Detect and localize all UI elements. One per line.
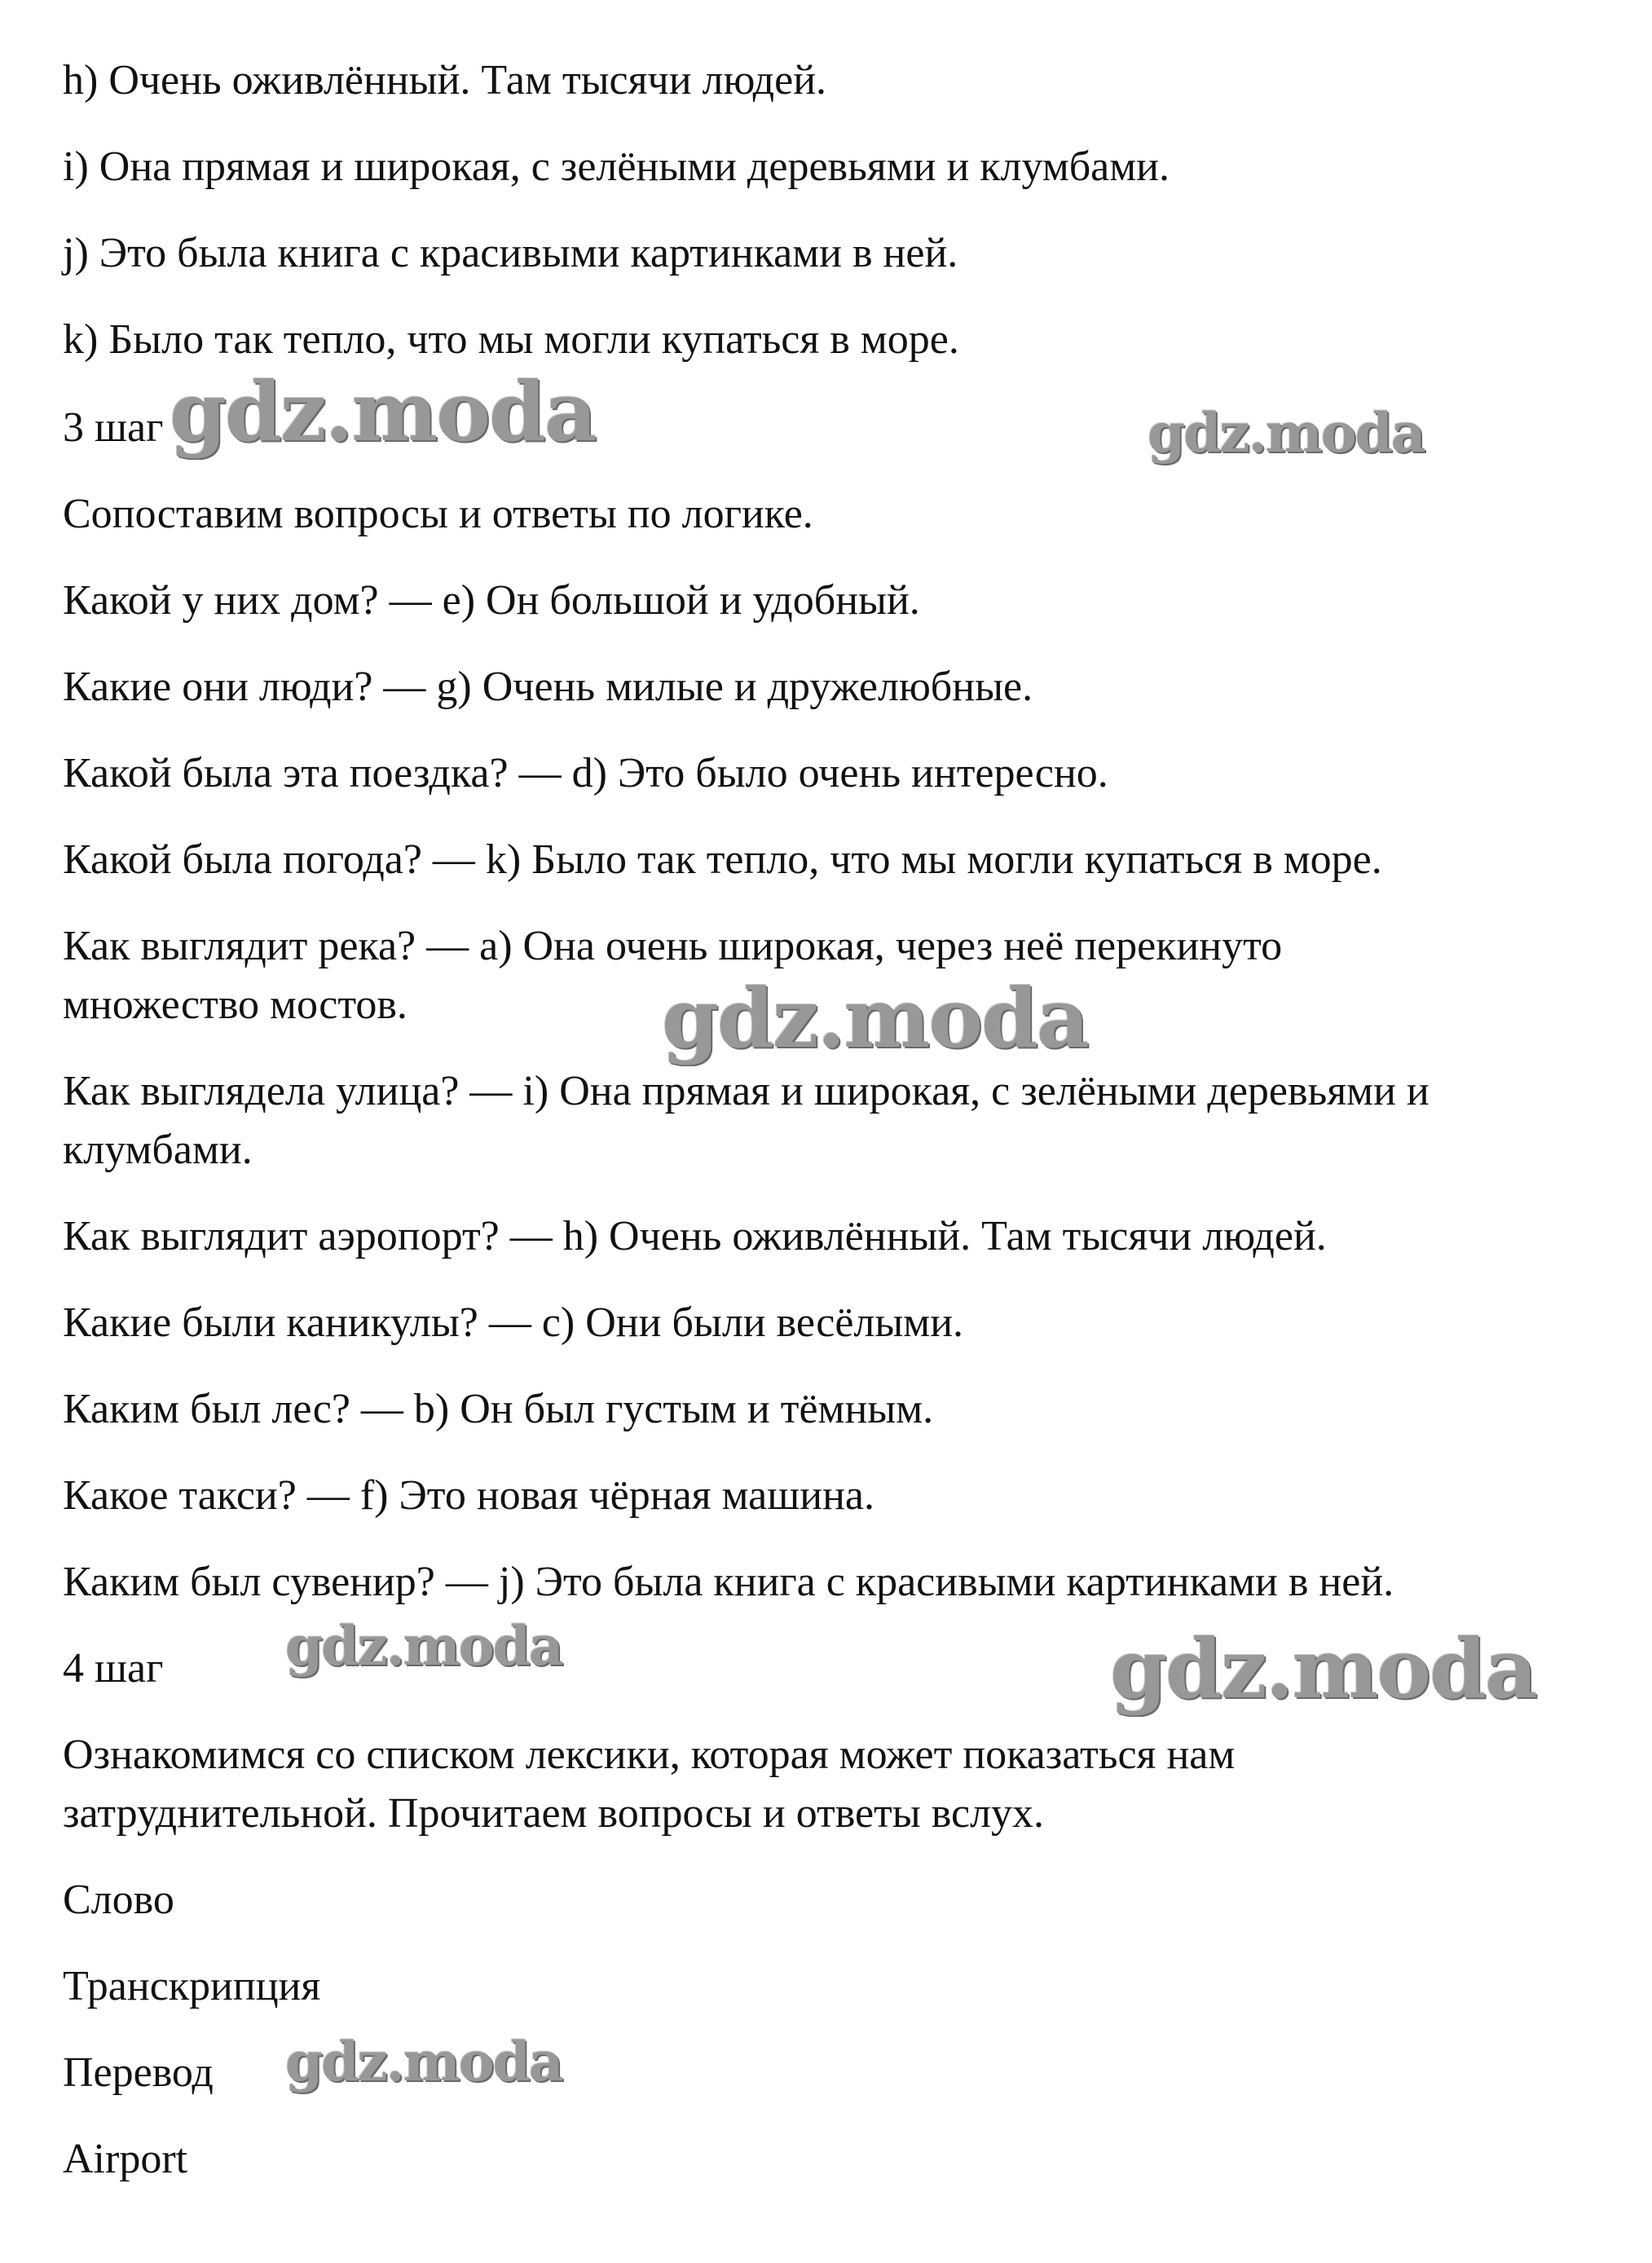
match-line-1: Какой у них дом? — e) Он большой и удобный. [63, 577, 920, 624]
match-line-7: Как выглядит аэропорт? — h) Очень оживлённый. Там тысячи людей. [63, 1213, 1327, 1259]
match-line-10: Какое такси? — f) Это новая чёрная машина. [63, 1472, 874, 1519]
answer-line-k: k) Было так тепло, что мы могли купаться в море. [63, 316, 959, 363]
match-line-11: Каким был сувенир? — j) Это была книга с красивыми картинками в ней. [63, 1559, 1394, 1605]
answer-line-i: i) Она прямая и широкая, с зелёными деревьями и клумбами. [63, 143, 1170, 190]
match-line-9: Каким был лес? — b) Он был густым и тёмным. [63, 1386, 934, 1432]
step-4-heading: 4 шаг [63, 1645, 164, 1692]
match-line-6b: клумбами. [63, 1127, 253, 1173]
watermark-logo: gdz.moda [1110, 1621, 1536, 1717]
match-line-5a: Как выглядит река? — a) Она очень широкая, через неё перекинуто [63, 923, 1283, 969]
step-3-intro: Сопоставим вопросы и ответы по логике. [63, 491, 813, 537]
watermark-logo: gdz.moda [1148, 401, 1425, 465]
watermark-logo: gdz.moda [170, 364, 596, 460]
match-line-4: Какой была погода? — k) Было так тепло, что мы могли купаться в море. [63, 836, 1382, 883]
match-line-3: Какой была эта поездка? — d) Это было очень интересно. [63, 750, 1108, 796]
watermark-logo: gdz.moda [662, 970, 1088, 1066]
vocab-header-transcription: Транскрипция [63, 1963, 321, 2009]
step-4-intro-line-2: затруднительной. Прочитаем вопросы и ответы вслух. [63, 1790, 1044, 1837]
step-3-heading: 3 шаг [63, 404, 164, 451]
match-line-5b: множество мостов. [63, 982, 407, 1028]
watermark-logo: gdz.moda [285, 2030, 562, 2093]
step-4-intro-line-1: Ознакомимся со списком лексики, которая может показаться нам [63, 1731, 1236, 1778]
vocab-word-airport: Airport [63, 2136, 188, 2182]
answer-line-h: h) Очень оживлённый. Там тысячи людей. [63, 57, 827, 104]
answer-line-j: j) Это была книга с красивыми картинками в ней. [63, 230, 958, 276]
match-line-6a: Как выглядела улица? — i) Она прямая и широкая, с зелёными деревьями и [63, 1068, 1430, 1114]
vocab-header-translation: Перевод [63, 2049, 214, 2096]
match-line-8: Какие были каникулы? — c) Они были весёлыми. [63, 1299, 964, 1346]
vocab-header-word: Слово [63, 1877, 174, 1923]
watermark-logo: gdz.moda [285, 1614, 562, 1678]
match-line-2: Какие они люди? — g) Очень милые и дружелюбные. [63, 664, 1033, 710]
